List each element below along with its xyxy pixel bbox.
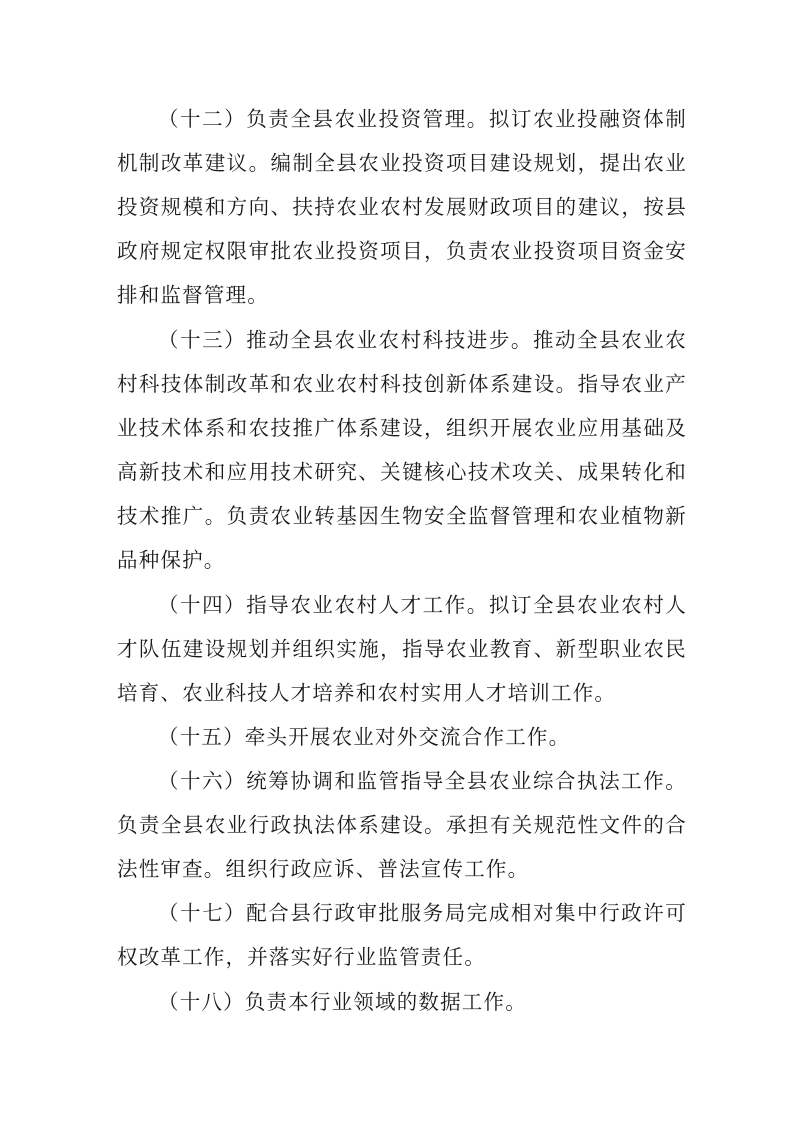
paragraph-item-18: （十八）负责本行业领域的数据工作。 xyxy=(158,990,527,1014)
paragraph-item-14: （十四）指导农业农村人才工作。拟订全县农业农村人才队伍建设规划并组织实施，指导农业教育、新型职业农民培育、农业科技人才培养和农村实用人才培训工作。 xyxy=(117,593,687,706)
paragraph-item-15: （十五）牵头开展农业对外交流合作工作。 xyxy=(158,725,571,749)
paragraph-item-12: （十二）负责全县农业投资管理。拟订农业投融资体制机制改革建议。编制全县农业投资项目建设规划，提出农业投资规模和方向、扶持农业农村发展财政项目的建议，按县政府规定权限审批农业投资项目，负责农业投资项目资金安排和监督管理。 xyxy=(117,107,687,308)
paragraph-item-13: （十三）推动全县农业农村科技进步。推动全县农业农村科技体制改革和农业农村科技创新体系建设。指导农业产业技术体系和农技推广体系建设，组织开展农业应用基础及高新技术和应用技术研究、关键核心技术攻关、成果转化和技术推广。负责农业转基因生物安全监督管理和农业植物新品种保护。 xyxy=(117,328,687,573)
paragraph-item-17: （十七）配合县行政审批服务局完成相对集中行政许可权改革工作，并落实好行业监管责任。 xyxy=(117,901,687,970)
paragraph-item-16: （十六）统筹协调和监管指导全县农业综合执法工作。负责全县农业行政执法体系建设。承担有关规范性文件的合法性审查。组织行政应诉、普法宣传工作。 xyxy=(117,769,687,882)
